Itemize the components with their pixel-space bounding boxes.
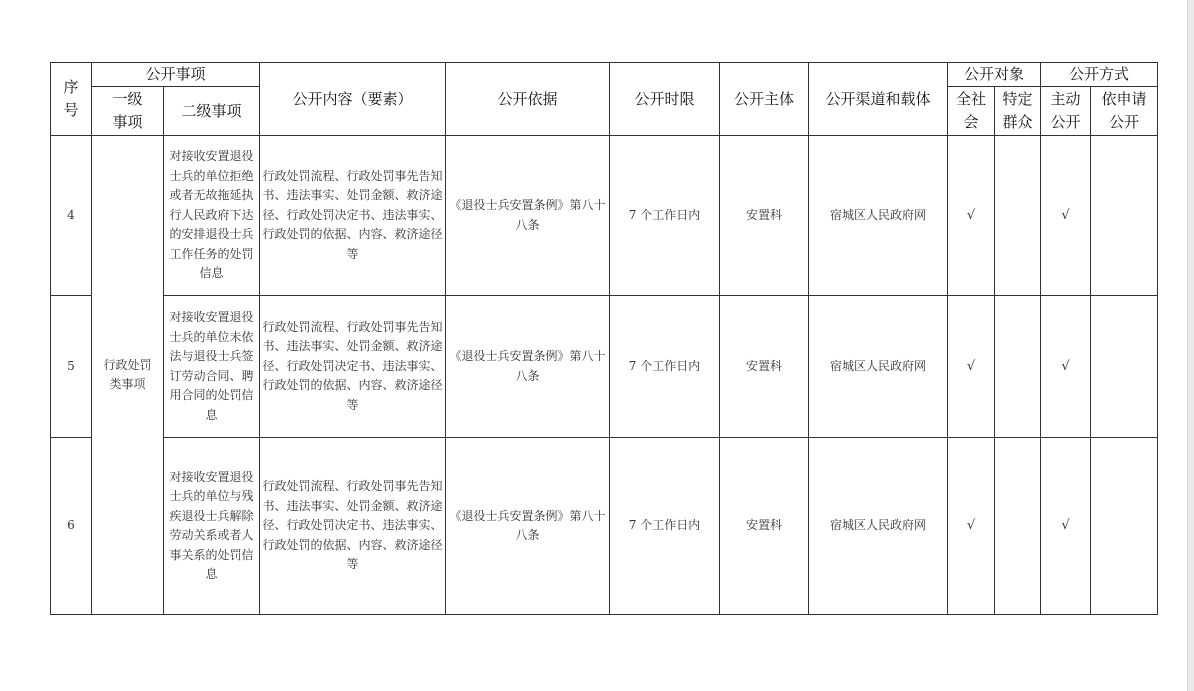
row-time-limit: 7 个工作日内 [610,438,720,615]
header-all-society: 全社会 [948,87,995,136]
level1-item: 行政处罚类事项 [92,136,164,615]
row-time-limit: 7 个工作日内 [610,136,720,296]
header-time-limit: 公开时限 [610,63,720,136]
header-target: 公开对象 [948,63,1041,87]
row-level2-item: 对接收安置退役士兵的单位与残疾退役士兵解除劳动关系或者人事关系的处罚信息 [164,438,260,615]
row-channel: 宿城区人民政府网 [809,296,948,438]
page-edge [1187,0,1194,691]
table-row [51,136,1158,296]
row-all-society-check: √ [948,438,995,615]
disclosure-table [50,62,1158,615]
row-channel: 宿城区人民政府网 [809,438,948,615]
header-channel: 公开渠道和载体 [809,63,948,136]
table-header [51,63,1158,136]
row-active-check: √ [1041,136,1091,296]
row-specific-group-check [995,438,1041,615]
row-seq: 6 [51,438,92,615]
header-basis: 公开依据 [446,63,610,136]
header-active: 主动公开 [1041,87,1091,136]
row-channel: 宿城区人民政府网 [809,136,948,296]
row-specific-group-check [995,136,1041,296]
row-all-society-check: √ [948,296,995,438]
row-subject: 安置科 [720,438,809,615]
header-subject: 公开主体 [720,63,809,136]
header-level1: 一级事项 [92,87,164,136]
row-time-limit: 7 个工作日内 [610,296,720,438]
row-content: 行政处罚流程、行政处罚事先告知书、违法事实、处罚金额、救济途径、行政处罚决定书、违法事实、行政处罚的依据、内容、救济途径等 [260,136,446,296]
row-basis: 《退役士兵安置条例》第八十八条 [446,136,610,296]
table-row [51,438,1158,615]
row-on-request-check [1091,438,1158,615]
table-body [51,136,1158,615]
row-specific-group-check [995,296,1041,438]
row-content: 行政处罚流程、行政处罚事先告知书、违法事实、处罚金额、救济途径、行政处罚决定书、违法事实、行政处罚的依据、内容、救济途径等 [260,438,446,615]
row-subject: 安置科 [720,136,809,296]
row-on-request-check [1091,296,1158,438]
row-basis: 《退役士兵安置条例》第八十八条 [446,438,610,615]
row-subject: 安置科 [720,296,809,438]
table-row [51,296,1158,438]
row-content: 行政处罚流程、行政处罚事先告知书、违法事实、处罚金额、救济途径、行政处罚决定书、违法事实、行政处罚的依据、内容、救济途径等 [260,296,446,438]
header-level2: 二级事项 [164,87,260,136]
header-seq: 序号 [51,63,92,136]
row-level2-item: 对接收安置退役士兵的单位未依法与退役士兵签订劳动合同、聘用合同的处罚信息 [164,296,260,438]
row-all-society-check: √ [948,136,995,296]
header-specific-group: 特定群众 [995,87,1041,136]
row-basis: 《退役士兵安置条例》第八十八条 [446,296,610,438]
header-method: 公开方式 [1041,63,1158,87]
header-on-request: 依申请公开 [1091,87,1158,136]
row-active-check: √ [1041,296,1091,438]
row-level2-item: 对接收安置退役士兵的单位拒绝或者无故拖延执行人民政府下达的安排退役士兵工作任务的处罚信息 [164,136,260,296]
row-seq: 4 [51,136,92,296]
header-content: 公开内容（要素） [260,63,446,136]
row-on-request-check [1091,136,1158,296]
header-public-items: 公开事项 [92,63,260,87]
row-active-check: √ [1041,438,1091,615]
row-seq: 5 [51,296,92,438]
